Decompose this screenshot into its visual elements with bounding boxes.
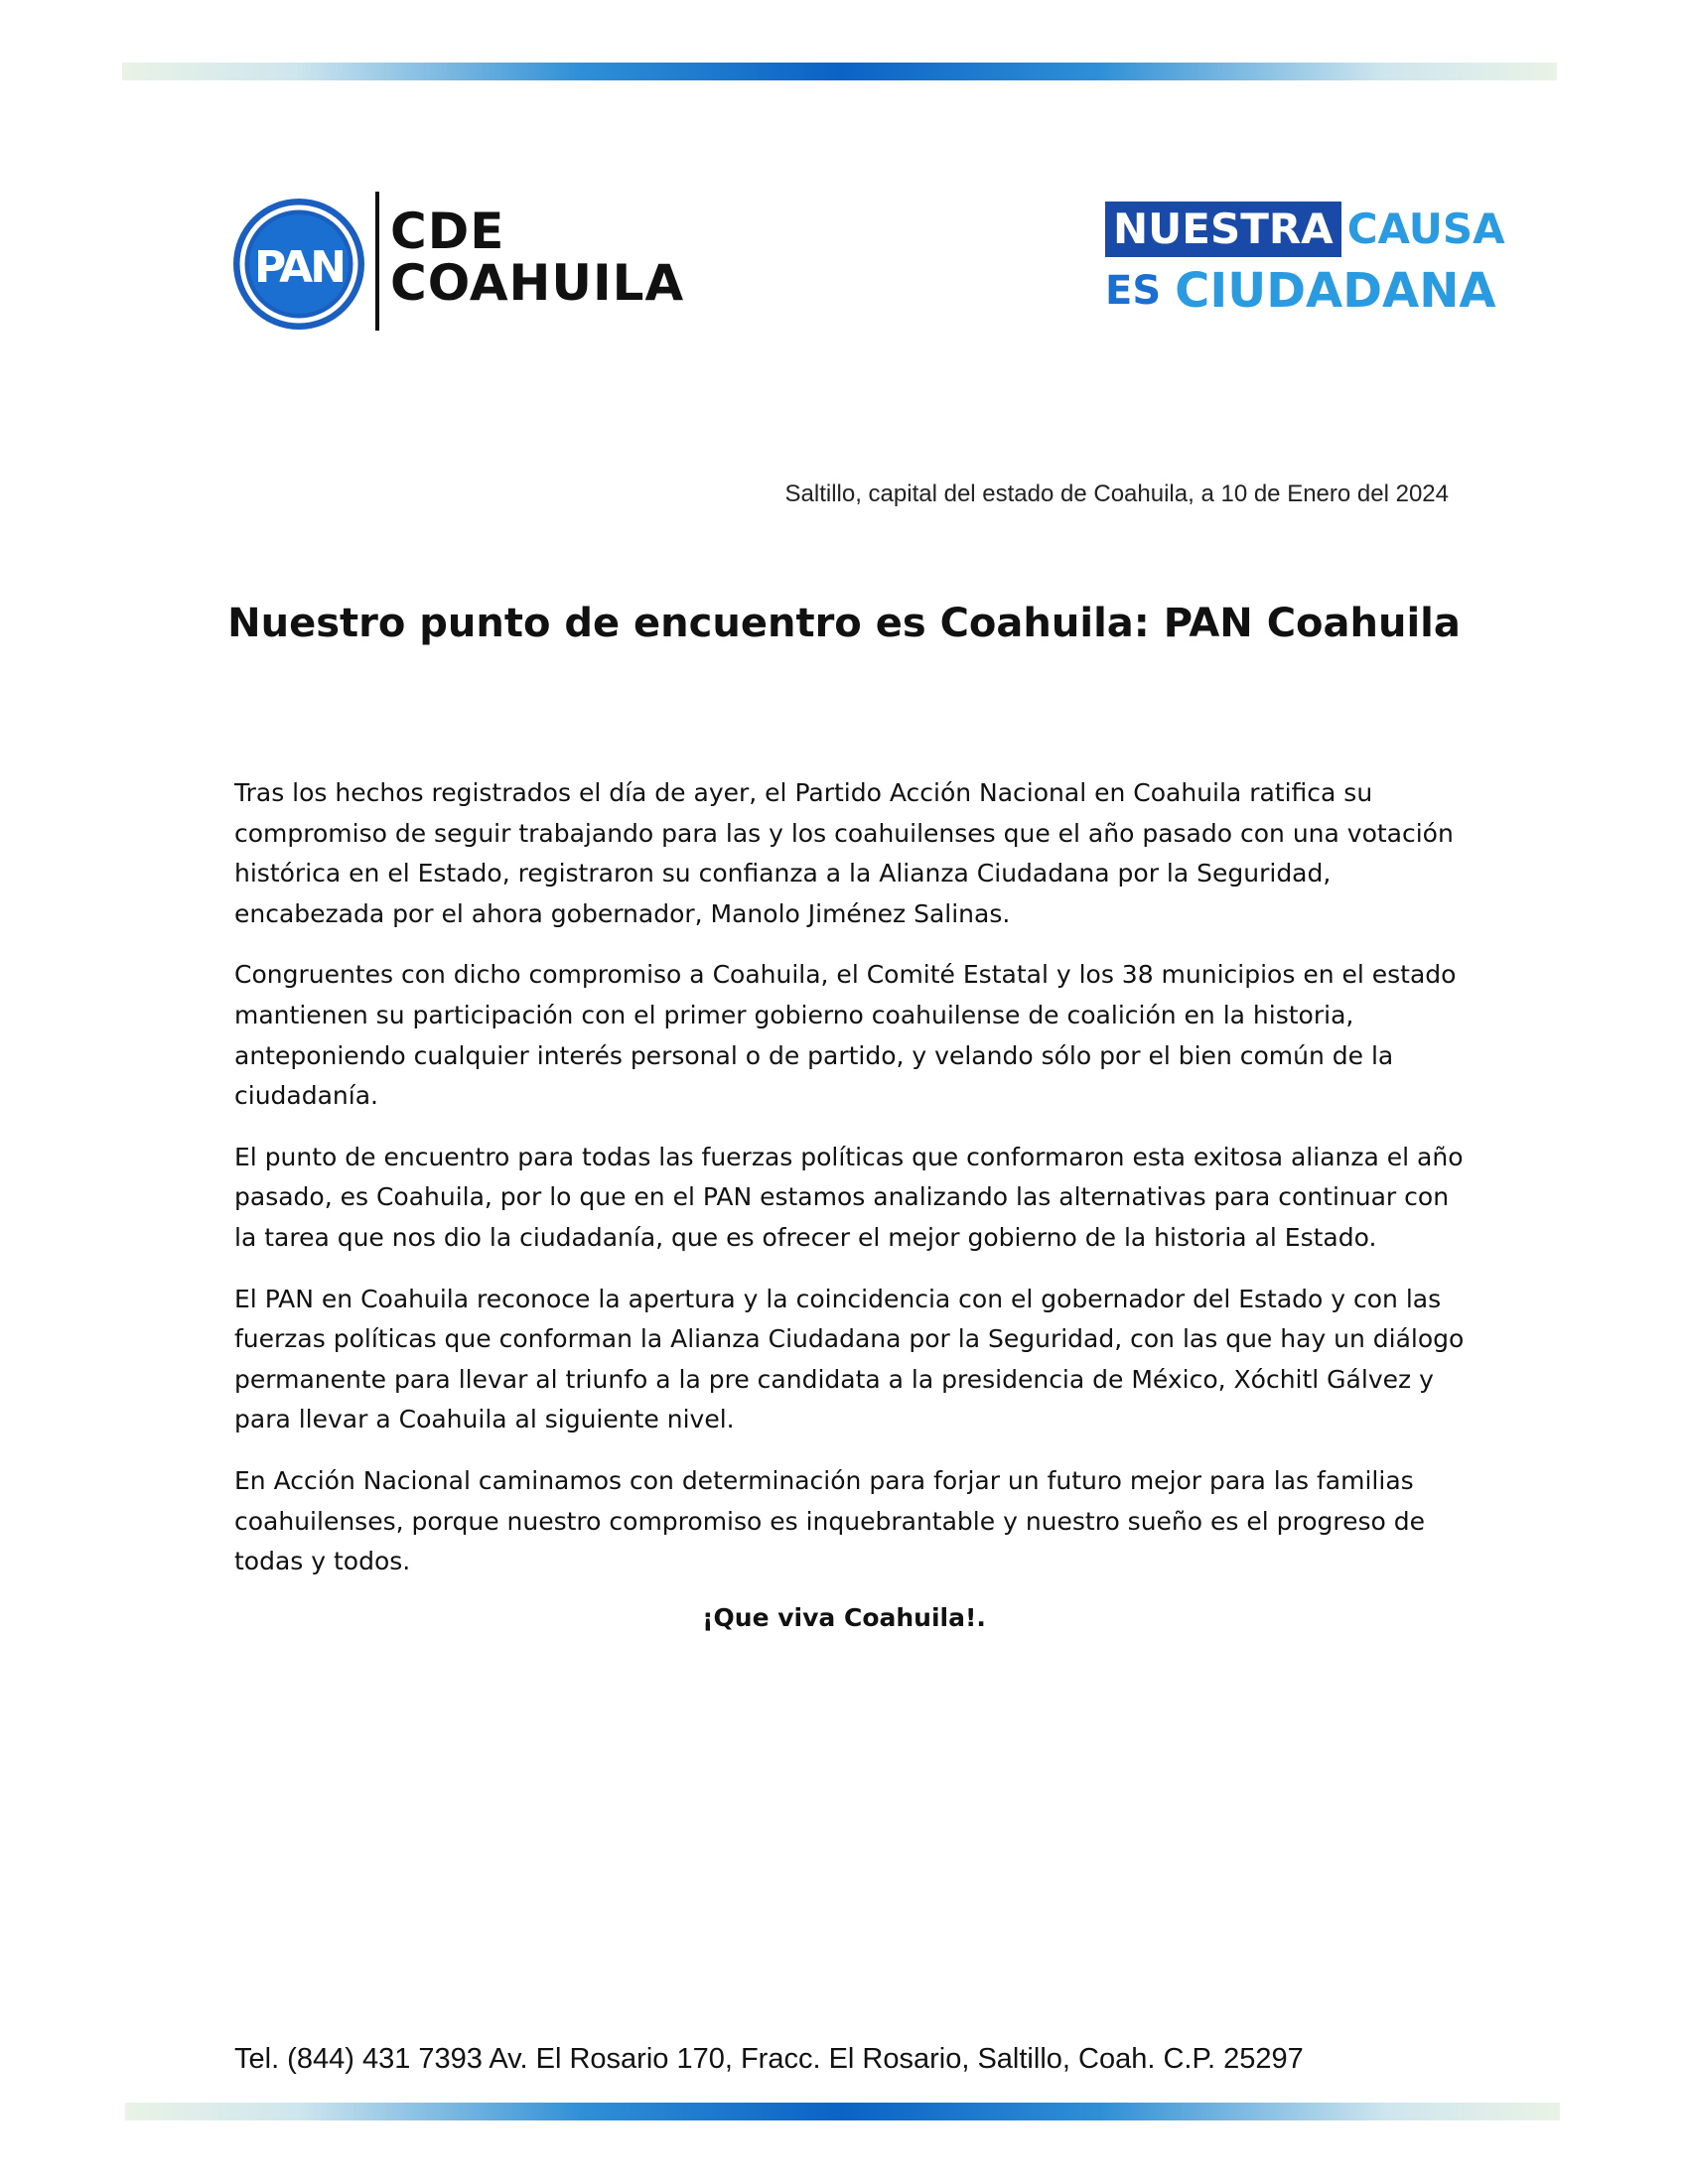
press-release-headline: Nuestro punto de encuentro es Coahuila: PAN Coahuila <box>227 601 1461 646</box>
body-paragraph-4: El PAN en Coahuila reconoce la apertura y la coincidencia con el gobernador del Estado y con las fuerzas políticas que conforman la Alianza Ciudadana por la Seguridad, con las que hay un diálogo permanente para llevar al triunfo a la pre candidata a la presidencia de México, Xóchitl Gálvez y para llevar a Coahuila al siguiente nivel. <box>234 1284 1465 1434</box>
dateline: Saltillo, capital del estado de Coahuila, a 10 de Enero del 2024 <box>784 480 1449 507</box>
pan-cde-coahuila-logo <box>231 192 708 336</box>
slogan-line-1 <box>1105 202 1505 257</box>
logo-line-cde: CDE <box>390 203 505 260</box>
closing-line: ¡Que viva Coahuila!. <box>702 1603 986 1632</box>
footer-contact: Tel. (844) 431 7393 Av. El Rosario 170, Fracc. El Rosario, Saltillo, Coah. C.P. 25297 <box>234 2043 1304 2075</box>
body-paragraph-2: Congruentes con dicho compromiso a Coahuila, el Comité Estatal y los 38 municipios en el estado mantienen su participación con el primer gobierno coahuilense de coalición en la historia, anteponiendo cualquier interés personal o de partido, y velando sólo por el bien común de la ciudadanía. <box>234 960 1457 1111</box>
nuestra-causa-slogan-logo <box>1105 202 1512 321</box>
slogan-line-2 <box>1105 263 1496 319</box>
slogan-word-ciudadana: CIUDADANA <box>1175 263 1496 319</box>
pan-emblem-icon <box>231 197 366 332</box>
bottom-decorative-bar <box>125 2103 1560 2120</box>
slogan-word-causa: CAUSA <box>1346 205 1505 253</box>
press-release-body <box>234 773 1466 1603</box>
slogan-word-nuestra: NUESTRA <box>1105 202 1341 257</box>
body-paragraph-1: Tras los hechos registrados el día de ayer, el Partido Acción Nacional en Coahuila ratifica su compromiso de seguir trabajando para las y los coahuilenses que el año pasado con una votación histórica en el Estado, registraron su confianza a la Alianza Ciudadana por la Seguridad, encabezada por el ahora gobernador, Manolo Jiménez Salinas. <box>234 778 1454 928</box>
pan-emblem-text: PAN <box>253 242 345 293</box>
slogan-word-es: ES <box>1105 268 1162 314</box>
top-decorative-bar <box>122 63 1557 80</box>
logo-wordmark <box>390 203 685 312</box>
logo-divider <box>375 192 379 331</box>
logo-line-coahuila: COAHUILA <box>390 254 685 312</box>
body-paragraph-5: En Acción Nacional caminamos con determinación para forjar un futuro mejor para las familias coahuilenses, porque nuestro compromiso es inquebrantable y nuestro sueño es el progreso de todas y todos. <box>234 1465 1426 1576</box>
body-paragraph-3: El punto de encuentro para todas las fuerzas políticas que conformaron esta exitosa alianza el año pasado, es Coahuila, por lo que en el PAN estamos analizando las alternativas para continuar con la tarea que nos dio la ciudadanía, que es ofrecer el mejor gobierno de la historia al Estado. <box>234 1142 1464 1252</box>
